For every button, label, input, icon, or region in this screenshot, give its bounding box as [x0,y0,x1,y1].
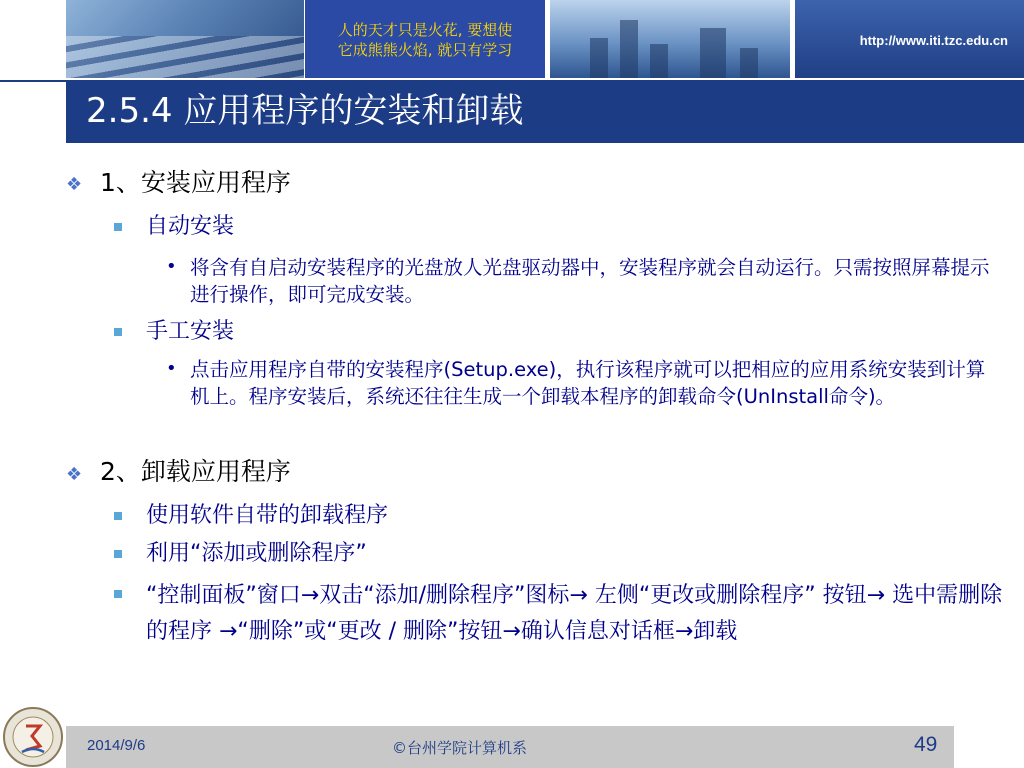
motto-line-2: 它成熊熊火焰, 就只有学习 [337,41,513,59]
college-logo-icon [2,706,64,768]
manual-install-label: 手工安装 [146,319,235,344]
title-bar-left-gap [0,80,66,143]
footer-copyright: ©台州学院计算机系 [392,739,528,757]
building-shape [650,44,668,78]
uninstall-item: 利用“添加或删除程序” [146,541,367,566]
building-shape [620,20,638,78]
page-number: 49 [914,733,938,756]
dot-bullet-icon: • [166,358,177,379]
dot-bullet-icon: • [166,256,177,277]
square-bullet-icon [114,328,122,336]
section-2-heading: 2、卸载应用程序 [100,457,291,486]
banner-url-panel [795,0,1024,78]
diamond-bullet-icon: ❖ [66,174,83,195]
keyboard-graphic [66,36,304,78]
motto-line-1: 人的天才只是火花, 要想使 [337,21,513,39]
title-bar [66,80,1024,143]
manual-install-detail: 点击应用程序自带的安装程序(Setup.exe)，执行该程序就可以把相应的应用系统安装到计算机上。程序安装后，系统还往往生成一个卸载本程序的卸载命令(UnInstall命令)。 [190,358,986,408]
auto-install-label: 自动安装 [146,214,235,239]
building-shape [590,38,608,78]
square-bullet-icon [114,550,122,558]
uninstall-item: “控制面板”窗口→双击“添加/删除程序”图标→ 左侧“更改或删除程序” 按钮→ 选中需删除的程序 →“删除”或“更改 / 删除”按钮→确认信息对话框→卸载 [146,583,1003,644]
square-bullet-icon [114,590,122,598]
banner-keyboard-image [66,0,304,78]
square-bullet-icon [114,512,122,520]
header-banner [0,0,1024,78]
section-1-heading: 1、安装应用程序 [100,168,291,197]
slide-title: 2.5.4 应用程序的安装和卸载 [86,91,524,131]
banner-motto-panel [305,0,545,78]
auto-install-detail: 将含有自启动安装程序的光盘放人光盘驱动器中，安装程序就会自动运行。只需按照屏幕提示进行操作，即可完成安装。 [190,256,990,306]
diamond-bullet-icon: ❖ [66,464,83,485]
footer-date: 2014/9/6 [87,737,146,754]
banner-motto [305,20,545,60]
building-shape [740,48,758,78]
building-shape [700,28,726,78]
site-url-link[interactable]: http://www.iti.tzc.edu.cn [859,33,1008,48]
square-bullet-icon [114,223,122,231]
uninstall-item: 使用软件自带的卸载程序 [146,503,389,528]
banner-buildings-image [550,0,790,78]
